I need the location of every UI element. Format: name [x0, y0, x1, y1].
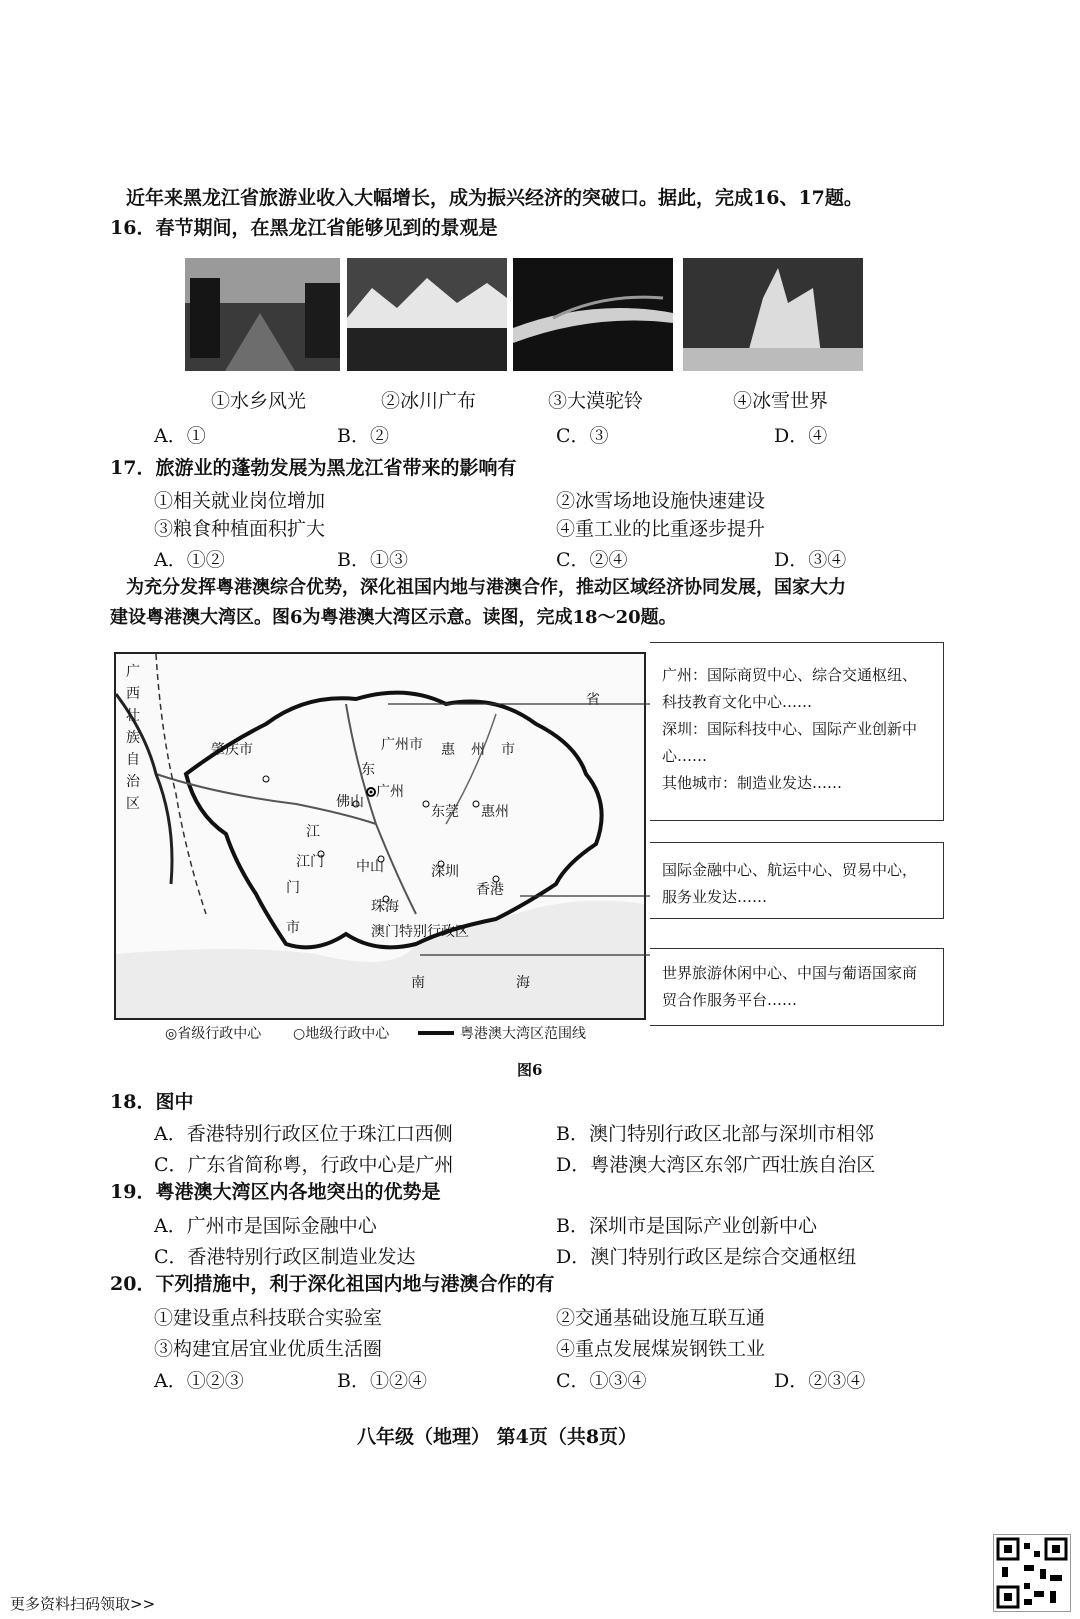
note1-line4: 心…… [662, 747, 708, 765]
q20-item-1: ①建设重点科技联合实验室 [154, 1307, 383, 1329]
q17-option-a: A．①② [154, 549, 225, 571]
q17-item-3: ③粮食种植面积扩大 [154, 518, 326, 540]
q18-option-b: B．澳门特别行政区北部与深圳市相邻 [556, 1123, 874, 1145]
q16-option-b: B．② [337, 425, 389, 447]
q16-option-c: C．③ [556, 425, 609, 447]
q18-option-a: A．香港特别行政区位于珠江口西侧 [154, 1123, 453, 1145]
q19-option-b: B．深圳市是国际产业创新中心 [556, 1215, 817, 1237]
map-label-jiang: 江 [306, 824, 320, 840]
map-label-hai: 海 [516, 975, 530, 991]
note2-line1: 国际金融中心、航运中心、贸易中心， [662, 861, 918, 879]
q17-option-b: B．①③ [337, 549, 408, 571]
legend-boundary: 粤港澳大湾区范围线 [460, 1026, 586, 1042]
map-label-guangzhou: 广州 [376, 784, 404, 800]
note3-line2: 贸合作服务平台…… [662, 991, 798, 1009]
map-label-macau: 澳门特别行政区 [371, 924, 469, 940]
map-label-guangxi-3: 壮 [126, 708, 140, 724]
q17-item-2: ②冰雪场地设施快速建设 [556, 490, 766, 512]
q20-option-d: D．②③④ [774, 1370, 866, 1392]
q19-option-a: A．广州市是国际金融中心 [154, 1215, 377, 1237]
note3-line1: 世界旅游休闲中心、中国与葡语国家商 [662, 964, 918, 982]
map-label-hongkong: 香港 [476, 882, 504, 898]
map-label-foshan: 佛山 [336, 794, 364, 810]
map-label-shi: 市 [286, 920, 300, 936]
note2-line2: 服务业发达…… [662, 888, 768, 906]
note1-line2: 科技教育文化中心…… [662, 693, 813, 711]
map-label-huizhou: 惠州 [481, 804, 509, 820]
page-footer: 八年级（地理） 第4页（共8页） [357, 1426, 638, 1448]
q20-item-3: ③构建宜居宜业优质生活圈 [154, 1338, 383, 1360]
q16-stem: 16．春节期间，在黑龙江省能够见到的景观是 [110, 217, 498, 239]
caption-1: ①水乡风光 [211, 390, 307, 412]
q20-option-a: A．①②③ [154, 1370, 244, 1392]
q17-item-1: ①相关就业岗位增加 [154, 490, 326, 512]
map-label-hui: 惠 [441, 742, 455, 758]
q20-item-4: ④重点发展煤炭钢铁工业 [556, 1338, 766, 1360]
legend-boundary-line-icon [418, 1031, 454, 1035]
q16-option-d: D．④ [774, 425, 828, 447]
map-label-guangxi-1: 广 [126, 664, 140, 680]
map-label-shi-hz: 市 [501, 742, 515, 758]
q17-option-d: D．③④ [774, 549, 847, 571]
q20-option-c: C．①③④ [556, 1370, 647, 1392]
q20-option-b: B．①②④ [337, 1370, 427, 1392]
map-label-guangxi-7: 区 [126, 796, 140, 812]
map-label-zhaoqing: 肇庆市 [211, 742, 253, 758]
q17-stem: 17．旅游业的蓬勃发展为黑龙江省带来的影响有 [110, 457, 517, 479]
q18-option-c: C．广东省简称粤，行政中心是广州 [154, 1154, 454, 1176]
map-label-guangzhou-city: 广州市 [381, 737, 423, 753]
map-label-nan: 南 [411, 975, 425, 991]
map-label-shenzhen: 深圳 [431, 864, 459, 880]
q18-option-d: D．粤港澳大湾区东邻广西壮族自治区 [556, 1154, 876, 1176]
map-label-guangxi-4: 族 [126, 730, 140, 746]
map-label-dongguan: 东莞 [431, 804, 459, 820]
qr-code-icon[interactable] [993, 1534, 1071, 1612]
map-label-zhongshan: 中山 [356, 859, 384, 875]
map-label-sheng: 省 [586, 692, 600, 708]
q17-item-4: ④重工业的比重逐步提升 [556, 518, 766, 540]
legend-prefecture-center: ○地级行政中心 [293, 1026, 390, 1042]
map-label-zhou: 州 [471, 742, 485, 758]
map-label-guangxi-5: 自 [126, 752, 140, 768]
caption-4: ④冰雪世界 [733, 390, 829, 412]
caption-3: ③大漠驼铃 [548, 390, 644, 412]
map-label-dong: 东 [361, 762, 375, 778]
map-label-guangxi-2: 西 [126, 686, 140, 702]
note1-line3: 深圳：国际科技中心、国际产业创新中 [662, 720, 918, 738]
q17-option-c: C．②④ [556, 549, 628, 571]
q16-option-a: A．① [154, 425, 206, 447]
note1-line5: 其他城市：制造业发达…… [662, 774, 843, 792]
q19-stem: 19．粤港澳大湾区内各地突出的优势是 [110, 1181, 441, 1203]
q19-option-c: C．香港特别行政区制造业发达 [154, 1246, 416, 1268]
map-label-zhuhai: 珠海 [371, 899, 399, 915]
note1-line1: 广州：国际商贸中心、综合交通枢纽、 [662, 666, 918, 684]
map-label-men: 门 [286, 880, 300, 896]
q18-stem: 18．图中 [110, 1091, 194, 1113]
q20-stem: 20．下列措施中，利于深化祖国内地与港澳合作的有 [110, 1273, 555, 1295]
intro-18-20-line1: 为充分发挥粤港澳综合优势，深化祖国内地与港澳合作，推动区域经济协同发展，国家大力 [126, 577, 846, 598]
map-label-guangxi-6: 治 [126, 774, 140, 790]
caption-2: ②冰川广布 [381, 390, 477, 412]
intro-18-20-line2: 建设粤港澳大湾区。图6为粤港澳大湾区示意。读图，完成18～20题。 [110, 607, 677, 628]
q20-item-2: ②交通基础设施互联互通 [556, 1307, 766, 1329]
scan-more-link[interactable]: 更多资料扫码领取>> [10, 1595, 156, 1613]
figure-caption: 图6 [517, 1061, 543, 1079]
map-label-jiangmen: 江门 [296, 854, 324, 870]
legend-provincial-center: ◎省级行政中心 [165, 1026, 262, 1042]
q19-option-d: D．澳门特别行政区是综合交通枢纽 [556, 1246, 857, 1268]
intro-16-17: 近年来黑龙江省旅游业收入大幅增长，成为振兴经济的突破口。据此，完成16、17题。 [126, 187, 863, 209]
